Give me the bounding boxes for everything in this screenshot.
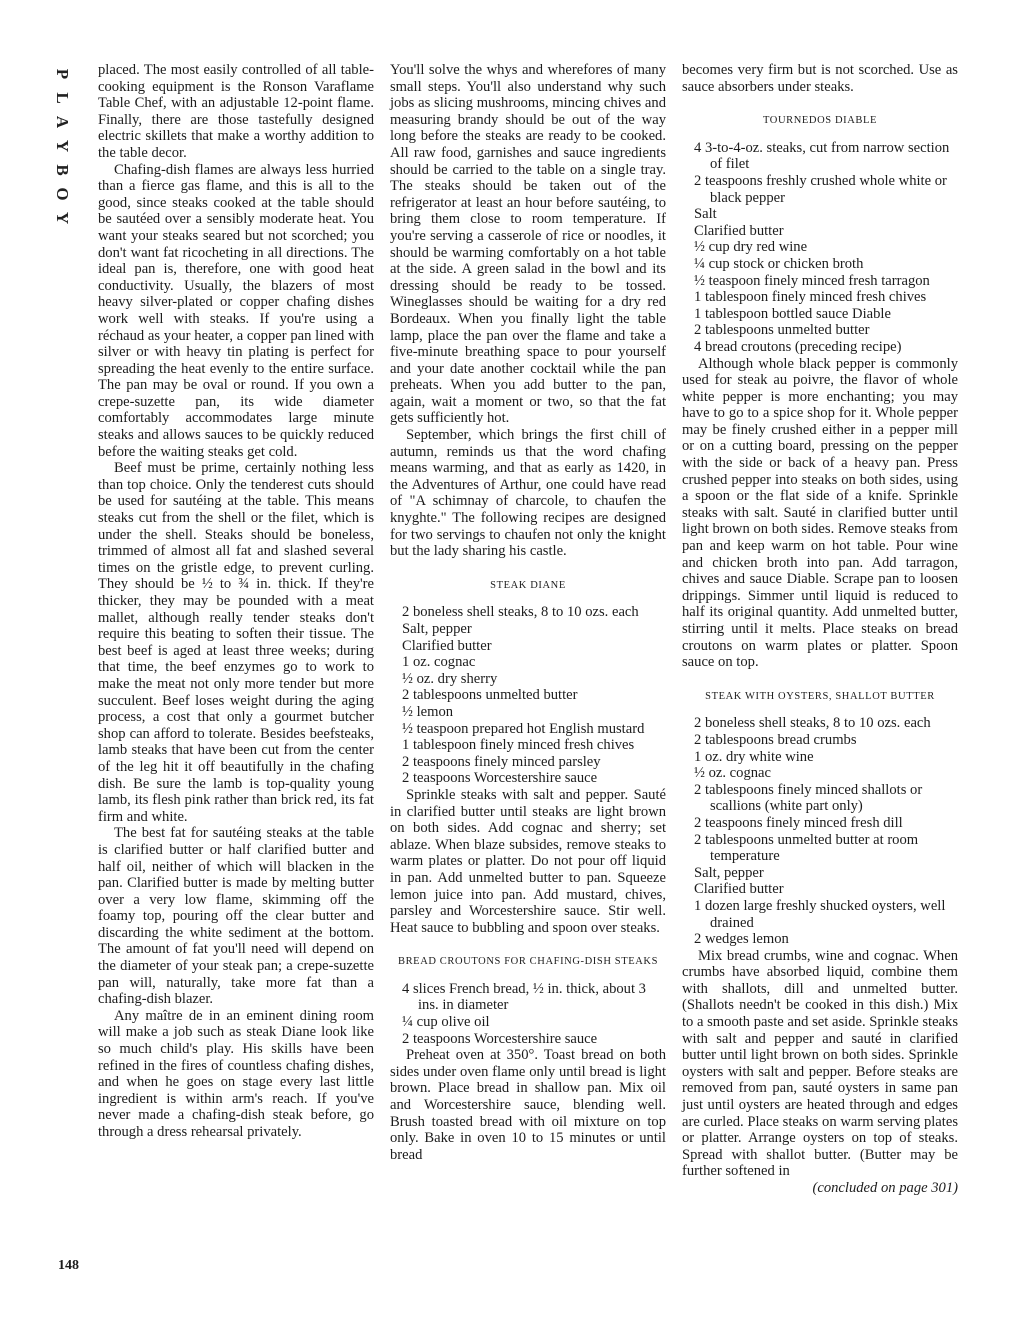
ingredient: 2 teaspoons finely minced parsley (402, 753, 601, 770)
ingredient: 1 tablespoon bottled sauce Diable (694, 305, 891, 322)
ingredient: 2 tablespoons unmelted butter (402, 687, 578, 704)
ingredient: ½ lemon (402, 703, 454, 720)
text-column-3 (682, 62, 958, 1197)
ingredient: 2 tablespoons bread crumbs (694, 731, 857, 748)
ingredient: Clarified butter (402, 637, 492, 654)
ingredient: 2 teaspoons Worcestershire sauce (402, 770, 598, 787)
paragraph: Any maître de in an eminent dining room will make a job such as steak Diane look like so much child's play. His skills have been refined in the fires of countless chafing dishes, and when he goes on stage every last little ingredient is within arm's reach. If you've never made a chafing-dish steak before, go through a dress rehearsal privately. (98, 1007, 374, 1140)
ingredient: 1 oz. cognac (402, 654, 476, 671)
ingredient: 1 tablespoon finely minced fresh chives (402, 737, 635, 754)
paragraph: Chafing-dish flames are always less hurried than a fierce gas flame, and this is all to the good, since steaks cooked at the table should be sautéed over a sensibly moderate heat. You want your steaks seared but not scorched; you don't want fat ricocheting in all directions. The ideal pan is, therefore, one with good heat conductivity. Usually, the blazers of most heavy silver-plated or copper chafing dishes work well with steaks. If you're using a réchaud as your heater, a copper pan lined with silver or with heavy tin plating is perfect for spreading the heat evenly to the entire surface. The pan may be oval or round. If you own a crepe-suzette pan, its wide diameter comfortably accommodates large minute steaks and allows sauces to be quickly reduced before the waiting steaks get cold. (98, 161, 374, 460)
ingredient: 2 tablespoons finely minced shallots or scallions (white part only) (694, 781, 923, 815)
paragraph: September, which brings the first chill of autumn, reminds us that the word chafing means warming, and that as early as 1420, in the Adventures of Arthur, one could have read of "A schimnay of charcole, to chaufen the knyghte." The following recipes are designed for two servings to chaufen not only the knight but the lady sharing his castle. (390, 427, 666, 560)
ingredient: 1 oz. dry white wine (694, 748, 814, 765)
ingredient: Salt, pepper (694, 864, 764, 881)
ingredient: 2 boneless shell steaks, 8 to 10 ozs. each (694, 715, 931, 732)
ingredient: 4 slices French bread, ½ in. thick, about 3 ins. in diameter (402, 980, 646, 1014)
ingredient: ¼ cup olive oil (402, 1014, 490, 1031)
recipe-title-bread-croutons: BREAD CROUTONS FOR CHAFING-DISH STEAKS (397, 956, 659, 968)
continuation-note: (concluded on page 301) (812, 1180, 958, 1196)
recipe-method: Mix bread crumbs, wine and cognac. When crumbs have absorbed liquid, combine them with shallots, dill and unmelted butter. (Shallots needn't be cooked in this dish.) Mix to a smooth paste and set aside. Sprinkle steaks with salt and pepper and sauté in clarified butter until light brown on both sides. Sprinkle oysters with salt and pepper. Before steaks are removed from pan, sauté oysters in same pan just until oysters are heated through and edges are curled. Place steaks on warm serving plates or platter. Arrange oysters on top of steaks. Spread with shallot butter. (Butter may be further softened in (682, 947, 959, 1180)
ingredient: 2 tablespoons unmelted butter (694, 322, 870, 339)
ingredient: ½ oz. cognac (694, 765, 771, 782)
paragraph: Beef must be prime, certainly nothing less than top choice. Only the tenderest cuts should be used for sautéing at the table. This means steaks cut from the shell or the filet, which is under the shell. Steaks should be boneless, trimmed of almost all fat and slashed several times on the gristle edge, to prevent curling. They should be ½ to ¾ in. thick. If they're thicker, they may be pounded with a meat mallet, although really tender steaks don't require this beating to soften their tissue. The best beef is aged at least three weeks; during that time, the beef enzymes go to work to make the meat not only more tender but more succulent. Beef loses weight during the aging process, a cost that only a gourmet butcher shop can afford to tolerate. Besides beefsteaks, lamb steaks that have been cut from the center of the leg hit it off beautifully in the chafing dish. Be sure the lamb is top-quality young lamb, its flesh pink rather than brick red, its fat firm and white. (98, 460, 374, 825)
recipe-title-steak-diane: STEAK DIANE (490, 579, 566, 591)
text-column-2 (390, 62, 666, 1163)
recipe-method: Preheat oven at 350°. Toast bread on both sides under oven flame only until bread is light brown. Place bread in shallow pan. Mix oil and Worcestershire sauce, blending well. Brush toasted bread with oil mixture on top only. Bake in oven 10 to 15 minutes or until bread (390, 1047, 666, 1163)
paragraph: placed. The most easily controlled of all table-cooking equipment is the Ronson Varaflame Table Chef, with an adjustable 12-point flame. Finally, there are those tastefully designed electric skillets that make a worthy addition to the table decor. (98, 62, 374, 161)
ingredient: ½ teaspoon prepared hot English mustard (402, 720, 645, 737)
ingredient: ½ cup dry red wine (694, 239, 808, 256)
ingredient: 2 teaspoons finely minced fresh dill (694, 814, 903, 831)
ingredient-list (390, 604, 666, 787)
recipe-method: Although whole black pepper is commonly used for steak au poivre, the flavor of whole white pepper is more enchanting; you may have to go to a spice shop for it. Whole pepper may be finely crushed either in a pepper mill or on a cutting board, pressing on the pepper with the side or back of a heavy pan. Press crushed pepper into steaks on both sides, using a spoon or the flat side of a knife. Sprinkle steaks with salt. Sauté in clarified butter until light brown on both sides. Remove steaks from pan and keep warm on hot table. Pour wine and chicken broth into pan. Add tarragon, chives and sauce Diable. Scrape pan to loosen drippings. Simmer until liquid is reduced to half its original quantity. Add unmelted butter, stirring until it melts. Place steaks on bread croutons on warm plates or platter. Spoon sauce on top. (682, 355, 958, 671)
paragraph: You'll solve the whys and wherefores of many small steps. You'll also understand why such jobs as slicing mushrooms, mincing chives and measuring brandy should be out of the way long before the steaks are ready to be cooked. All raw food, garnishes and sauce ingredients should be carried to the table on a single tray. The steaks should be taken out of the refrigerator at least an hour before sautéing, to bring them close to room temperature. If you're serving a casserole of rice or noodles, it should be warming comfortably on a hot table at the side. A green salad in the bowl and its dressing should be ready to be tossed. Wineglasses should be waiting for a dry red Bordeaux. When you finally light the table lamp, place the pan over the flame and take a five-minute breathing space to pour yourself and your date another cocktail while the pan preheats. When you add butter to the pan, again, wait a moment or two, so that the fat gets sufficiently hot. (390, 62, 666, 427)
ingredient: 2 boneless shell steaks, 8 to 10 ozs. each (402, 604, 639, 621)
ingredient: Clarified butter (694, 222, 784, 239)
ingredient: ½ teaspoon finely minced fresh tarragon (694, 272, 930, 289)
ingredient: 1 tablespoon finely minced fresh chives (694, 289, 927, 306)
ingredient-list (390, 981, 666, 1047)
playboy-vertical-logo: P L A Y B O Y (53, 68, 72, 225)
ingredient: Clarified butter (694, 881, 784, 898)
ingredient: 4 3-to-4-oz. steaks, cut from narrow section of filet (694, 139, 950, 173)
recipe-method: Sprinkle steaks with salt and pepper. Sauté in clarified butter until steaks are light brown on both sides. Add cognac and sherry; set ablaze. When blaze subsides, remove steaks to warm plates or platter. Do not pour off liquid in pan. Add unmelted butter to pan. Squeeze lemon juice into pan. Add mustard, chives, parsley and Worcestershire sauce. Stir well. Heat sauce to bubbling and spoon over steaks. (390, 786, 666, 936)
ingredient: 1 dozen large freshly shucked oysters, well drained (694, 897, 946, 931)
recipe-title-steak-with-oysters: STEAK WITH OYSTERS, SHALLOT BUTTER (705, 690, 935, 702)
ingredient: 4 bread croutons (preceding recipe) (694, 338, 902, 355)
ingredient: 2 teaspoons freshly crushed whole white or black pepper (694, 172, 947, 206)
ingredient: Salt, pepper (402, 621, 472, 637)
ingredient: 2 teaspoons Worcestershire sauce (402, 1030, 598, 1047)
ingredient: ½ oz. dry sherry (402, 670, 498, 687)
ingredient: 2 tablespoons unmelted butter at room temperature (694, 831, 919, 865)
page-number: 148 (58, 1258, 79, 1273)
paragraph: The best fat for sautéing steaks at the table is clarified butter or half clarified butter and half oil, neither of which will blacken in the pan. Clarified butter is made by melting butter over a very low flame, skimming off the foamy top, pouring off the clear butter and discarding the white sediment at the bottom. The amount of fat you'll need will depend on the diameter of your steak pan; a crepe-suzette pan will, naturally, take more fat than a chafing-dish blazer. (98, 825, 374, 1008)
text-column-1 (98, 62, 374, 1141)
recipe-title-tournedos-diable: TOURNEDOS DIABLE (762, 115, 878, 127)
ingredient: ¼ cup stock or chicken broth (694, 255, 864, 272)
paragraph: becomes very firm but is not scorched. Use as sauce absorbers under steaks. (682, 62, 958, 95)
ingredient-list (682, 715, 958, 947)
ingredient: 2 wedges lemon (694, 931, 789, 948)
ingredient-list (682, 140, 958, 356)
ingredient: Salt (694, 206, 717, 223)
